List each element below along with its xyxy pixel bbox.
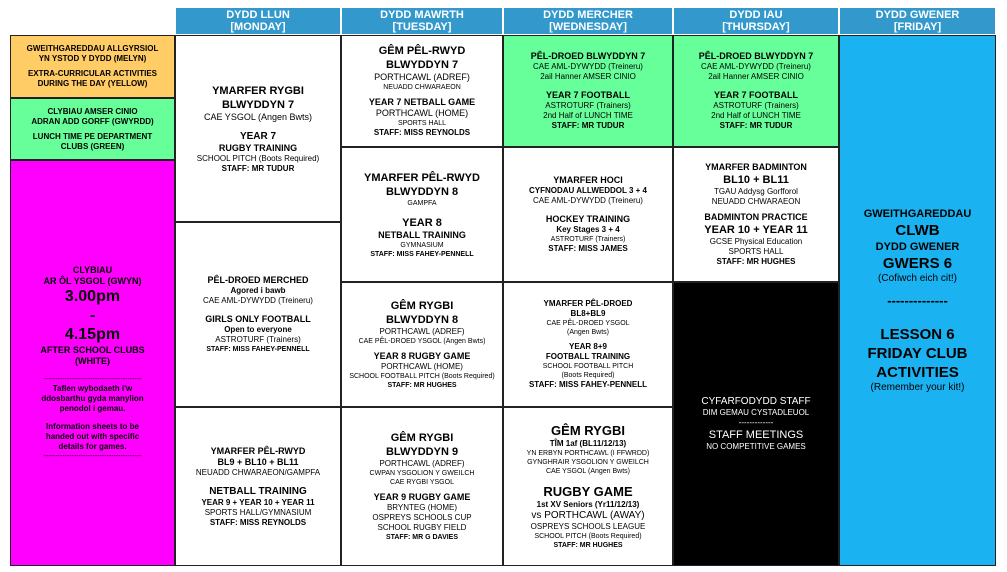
activity-title-en: HOCKEY TRAINING [545, 214, 631, 224]
legend-magenta-line: handed out with specific [45, 432, 140, 441]
activity-location: CAE YSGOL (Angen Bwts) [545, 468, 631, 475]
thursday-staff-meetings [673, 282, 839, 566]
tuesday-netball-game-y7 [341, 35, 503, 147]
tuesday-netball-y8 [341, 147, 503, 282]
activity-group-en: Key Stages 3 + 4 [556, 225, 620, 234]
header-monday [175, 7, 341, 35]
activity-competition: CWPAN YSGOLION Y GWEILCH [369, 470, 475, 477]
header-friday-cy: DYDD GWENER [875, 9, 960, 21]
friday-activities-en: ACTIVITIES [876, 364, 959, 381]
divider: ------------- [738, 418, 774, 427]
activity-title-en: YEAR 9 RUGBY GAME [373, 492, 471, 502]
activity-competition-en: OSPREYS SCHOOLS LEAGUE [530, 522, 646, 531]
thursday-football-y7 [673, 35, 839, 147]
legend-magenta-line: AFTER SCHOOL CLUBS [40, 345, 145, 355]
activity-location-en: SCHOOL FOOTBALL PITCH (Boots Required) [349, 373, 495, 380]
activity-location-en: SPORTS HALL [397, 120, 447, 127]
activity-year: BL9 + BL10 + BL11 [217, 456, 299, 467]
activity-staff: STAFF: MISS FAHEY-PENNELL [206, 346, 310, 353]
activity-location-en: ASTROTURF (Trainers) [545, 101, 631, 110]
legend-magenta-line: (WHITE) [75, 356, 110, 366]
legend-magenta-time-start: 3.00pm [64, 288, 121, 305]
activity-year-en: YEAR 8+9 [568, 342, 608, 351]
friday-club-activities [839, 35, 996, 566]
legend-green [10, 98, 175, 160]
activity-location: NEUADD CHWARAEON [711, 197, 801, 206]
wednesday-rugby-game-1st-xv [503, 407, 673, 566]
staff-meetings-cy: CYFARFODYDD STAFF [701, 396, 811, 407]
activity-opponent-en: vs PORTHCAWL (AWAY) [531, 510, 645, 521]
activity-note-en: Open to everyone [224, 325, 292, 334]
activity-time: 2ail Hanner AMSER CINIO [708, 72, 804, 81]
activity-year-en: YEAR 10 + YEAR 11 [704, 224, 808, 236]
activity-title-en: BADMINTON PRACTICE [704, 212, 808, 222]
activity-staff: STAFF: MISS FAHEY-PENNELL [528, 380, 648, 389]
header-thursday [673, 7, 839, 35]
activity-opponent-en: PORTHCAWL (HOME) [375, 108, 469, 118]
activity-location-en: SCHOOL FOOTBALL PITCH [542, 363, 634, 370]
activity-title: GÊM RYGBI [390, 432, 454, 444]
legend-magenta-line: Information sheets to be [46, 422, 139, 431]
activity-opponent-en: BRYNTEG (HOME) [386, 503, 458, 512]
activity-location: CAE AML-DYWYDD (Treineru) [701, 62, 811, 71]
activity-location: GAMPFA [407, 199, 437, 207]
activity-location: CAE PÊL-DROED YSGOL [546, 320, 630, 327]
activity-location-en: SCHOOL RUGBY FIELD [377, 523, 467, 532]
friday-kit-cy: (Cofiwch eich cit!) [878, 273, 957, 284]
activity-title: YMARFER PÊL-DROED [543, 299, 633, 308]
activity-title-en: NETBALL TRAINING [378, 229, 466, 240]
friday-lesson-cy: GWERS 6 [882, 255, 953, 272]
activity-title: GÊM RYGBI [551, 423, 625, 438]
activity-location: CAE YSGOL (Angen Bwts) [203, 111, 313, 122]
legend-green-line: CLUBS (GREEN) [60, 141, 125, 151]
activity-location-en: ASTROTURF (Trainers) [550, 236, 626, 243]
activity-time-en: 2nd Half of LUNCH TIME [711, 111, 801, 120]
legend-magenta-line: CLYBIAU [72, 265, 113, 275]
activity-opponent: PORTHCAWL (ADREF) [379, 459, 465, 468]
activity-location-en: SCHOOL PITCH (Boots Required) [196, 153, 320, 163]
friday-club-cy: CLWB [895, 222, 940, 239]
activity-title-en: NETBALL TRAINING [209, 485, 307, 497]
activity-staff: STAFF: MISS FAHEY-PENNELL [370, 250, 474, 258]
thursday-badminton [673, 147, 839, 282]
wednesday-hockey [503, 147, 673, 282]
friday-title-cy: GWEITHGAREDDAU [863, 208, 972, 220]
activity-time: 2ail Hanner AMSER CINIO [540, 72, 636, 81]
activity-opponent: PORTHCAWL (ADREF) [374, 72, 470, 82]
activity-location: CAE AML-DYWYDD (Treineru) [203, 296, 313, 305]
activity-opponent: PORTHCAWL (ADREF) [379, 327, 465, 336]
activity-title-en: RUGBY TRAINING [218, 142, 298, 153]
activity-title: GÊM PÊL-RWYD [378, 45, 466, 57]
activity-year-en: YEAR 8 [402, 216, 442, 229]
activity-title-en: YEAR 7 NETBALL GAME [368, 97, 476, 107]
monday-rugby-y7 [175, 35, 341, 222]
activity-competition: GYNGHRAIR YSGOLION Y GWEILCH [527, 459, 649, 466]
activity-title: YMARFER PÊL-RWYD [210, 445, 306, 456]
activity-staff: STAFF: MR TUDUR [551, 121, 625, 130]
legend-yellow-line: DURING THE DAY (YELLOW) [37, 79, 148, 88]
activity-year: BLWYDDYN 7 [385, 59, 459, 71]
activity-title-en: YEAR 7 FOOTBALL [545, 90, 630, 100]
activity-title: PÊL-DROED BLWYDDYN 7 [698, 51, 814, 61]
activity-title-en: FOOTBALL TRAINING [545, 352, 631, 361]
tuesday-rugby-game-y8 [341, 282, 503, 407]
header-wednesday [503, 7, 673, 35]
legend-magenta-time-end: 4.15pm [64, 326, 121, 343]
activity-title: GÊM RYGBI [390, 300, 454, 312]
friday-club-en: FRIDAY CLUB [867, 345, 968, 362]
activity-title-en: YEAR 8 RUGBY GAME [373, 351, 471, 361]
header-monday-en: [MONDAY] [230, 21, 286, 33]
friday-lesson-en: LESSON 6 [880, 326, 955, 343]
activity-location: NEUADD CHWARAEON [383, 84, 461, 91]
activity-location-en: GYMNASIUM [400, 241, 444, 249]
wednesday-football-y7 [503, 35, 673, 147]
activity-year: BLWYDDYN 7 [221, 98, 295, 111]
wednesday-football-y8-9 [503, 282, 673, 407]
activity-staff: STAFF: MISS JAMES [548, 244, 628, 253]
activity-title-en: YEAR 7 FOOTBALL [713, 90, 798, 100]
legend-magenta-dash: - [89, 307, 96, 324]
legend-magenta-line: ddosbarthu gyda manylion [41, 394, 144, 403]
activity-team-en: 1st XV Seniors (Yr11/12/13) [536, 500, 640, 509]
activity-year: BL10 + BL11 [723, 174, 789, 186]
legend-magenta-line: details for games. [58, 442, 127, 451]
activity-staff: STAFF: MISS REYNOLDS [209, 517, 307, 527]
activity-location: CAE PÊL-DROED YSGOL (Angen Bwts) [358, 338, 486, 345]
activity-year: BL8+BL9 [570, 309, 606, 318]
activity-title-en: GIRLS ONLY FOOTBALL [205, 314, 311, 324]
header-thursday-en: [THURSDAY] [722, 21, 790, 33]
activity-staff: STAFF: MR TUDUR [719, 121, 793, 130]
activity-year: BLWYDDYN 8 [385, 314, 459, 326]
monday-girls-football [175, 222, 341, 407]
no-games-en: NO COMPETITIVE GAMES [706, 442, 806, 451]
header-thursday-cy: DYDD IAU [729, 9, 783, 21]
activity-note: Agored i bawb [230, 286, 286, 295]
activity-title: PÊL-DROED MERCHED [207, 275, 309, 285]
activity-opponent-en: PORTHCAWL (HOME) [381, 362, 463, 371]
activity-title: YMARFER BADMINTON [705, 162, 807, 172]
activity-opponent: YN ERBYN PORTHCAWL (I FFWRDD) [526, 450, 650, 457]
activity-year: BLWYDDYN 8 [385, 185, 459, 198]
activity-location-en: ASTROTURF (Trainers) [713, 101, 799, 110]
header-wednesday-cy: DYDD MERCHER [543, 9, 633, 21]
activity-course-en: GCSE Physical Education [709, 237, 803, 246]
activity-location-en: SCHOOL PITCH (Boots Required) [534, 533, 642, 540]
divider: ------------------------------------------ [43, 376, 142, 383]
activity-title: PÊL-DROED BLWYDDYN 7 [530, 51, 646, 61]
header-wednesday-en: [WEDNESDAY] [549, 21, 627, 33]
divider: -------------- [887, 293, 948, 308]
header-tuesday [341, 7, 503, 35]
legend-yellow [10, 35, 175, 98]
legend-magenta-line: penodol i gemau. [59, 404, 126, 413]
header-friday [839, 7, 996, 35]
activity-staff: STAFF: MISS REYNOLDS [373, 128, 471, 137]
activity-staff: STAFF: MR HUGHES [553, 542, 623, 549]
activity-title: YMARFER RYGBI [212, 84, 304, 97]
legend-magenta-line: AR ÔL YSGOL (GWYN) [43, 276, 142, 286]
staff-meetings-en: STAFF MEETINGS [708, 429, 804, 441]
activity-staff: STAFF: MR HUGHES [716, 257, 796, 266]
divider: ------------------------------------------ [43, 453, 142, 460]
legend-yellow-line: YN YSTOD Y DYDD (MELYN) [38, 54, 147, 63]
activity-team: TÎM 1af (BL11/12/13) [549, 439, 627, 448]
activity-title-en: RUGBY GAME [543, 484, 633, 499]
activity-note-en: (Boots Required) [561, 372, 615, 379]
friday-day-cy: DYDD GWENER [875, 241, 960, 253]
activity-competition-en: OSPREYS SCHOOLS CUP [372, 513, 472, 522]
header-tuesday-en: [TUESDAY] [392, 21, 452, 33]
monday-netball [175, 407, 341, 566]
activity-location-en: ASTROTURF (Trainers) [215, 335, 301, 344]
activity-location-en: SPORTS HALL/GYMNASIUM [204, 507, 312, 517]
no-games-cy: DIM GEMAU CYSTADLEUOL [702, 408, 810, 417]
activity-course: TGAU Addysg Gorfforol [714, 187, 798, 196]
tuesday-rugby-game-y9 [341, 407, 503, 566]
header-tuesday-cy: DYDD MAWRTH [380, 9, 464, 21]
header-monday-cy: DYDD LLUN [226, 9, 290, 21]
legend-yellow-line: GWEITHGAREDDAU ALLGYRSIOL [26, 44, 159, 53]
activity-title: YMARFER HOCI [553, 175, 623, 185]
header-friday-en: [FRIDAY] [893, 21, 942, 33]
legend-yellow-line: EXTRA-CURRICULAR ACTIVITIES [27, 69, 158, 78]
activity-staff: STAFF: MR HUGHES [387, 382, 457, 389]
activity-location: CAE AML-DYWYDD (Treineru) [533, 196, 643, 205]
activity-note: (Angen Bwts) [566, 329, 610, 336]
activity-location-en: SPORTS HALL [728, 247, 784, 256]
activity-year: BLWYDDYN 9 [385, 446, 459, 458]
legend-green-line: CLYBIAU AMSER CINIO [47, 106, 138, 116]
activity-title: YMARFER PÊL-RWYD [364, 171, 480, 184]
legend-magenta-line: Taflen wybodaeth i'w [52, 384, 133, 393]
activity-location: CAE AML-DYWYDD (Treineru) [533, 62, 643, 71]
activity-time-en: 2nd Half of LUNCH TIME [543, 111, 633, 120]
activity-year-en: YEAR 9 + YEAR 10 + YEAR 11 [201, 497, 315, 507]
legend-green-line: ADRAN ADD GORFF (GWYRDD) [31, 116, 154, 126]
activity-staff: STAFF: MR TUDUR [221, 163, 295, 173]
friday-kit-en: (Remember your kit!) [870, 382, 965, 393]
activity-location: CAE RYGBI YSGOL [390, 479, 454, 486]
activity-location: NEUADD CHWARAEON/GAMPFA [195, 467, 321, 477]
legend-green-line: LUNCH TIME PE DEPARTMENT [32, 131, 153, 141]
activity-title-en: YEAR 7 [239, 130, 277, 142]
legend-after-school [10, 160, 175, 566]
activity-group: CYFNODAU ALLWEDDOL 3 + 4 [528, 186, 647, 195]
activity-staff: STAFF: MR G DAVIES [385, 534, 459, 541]
